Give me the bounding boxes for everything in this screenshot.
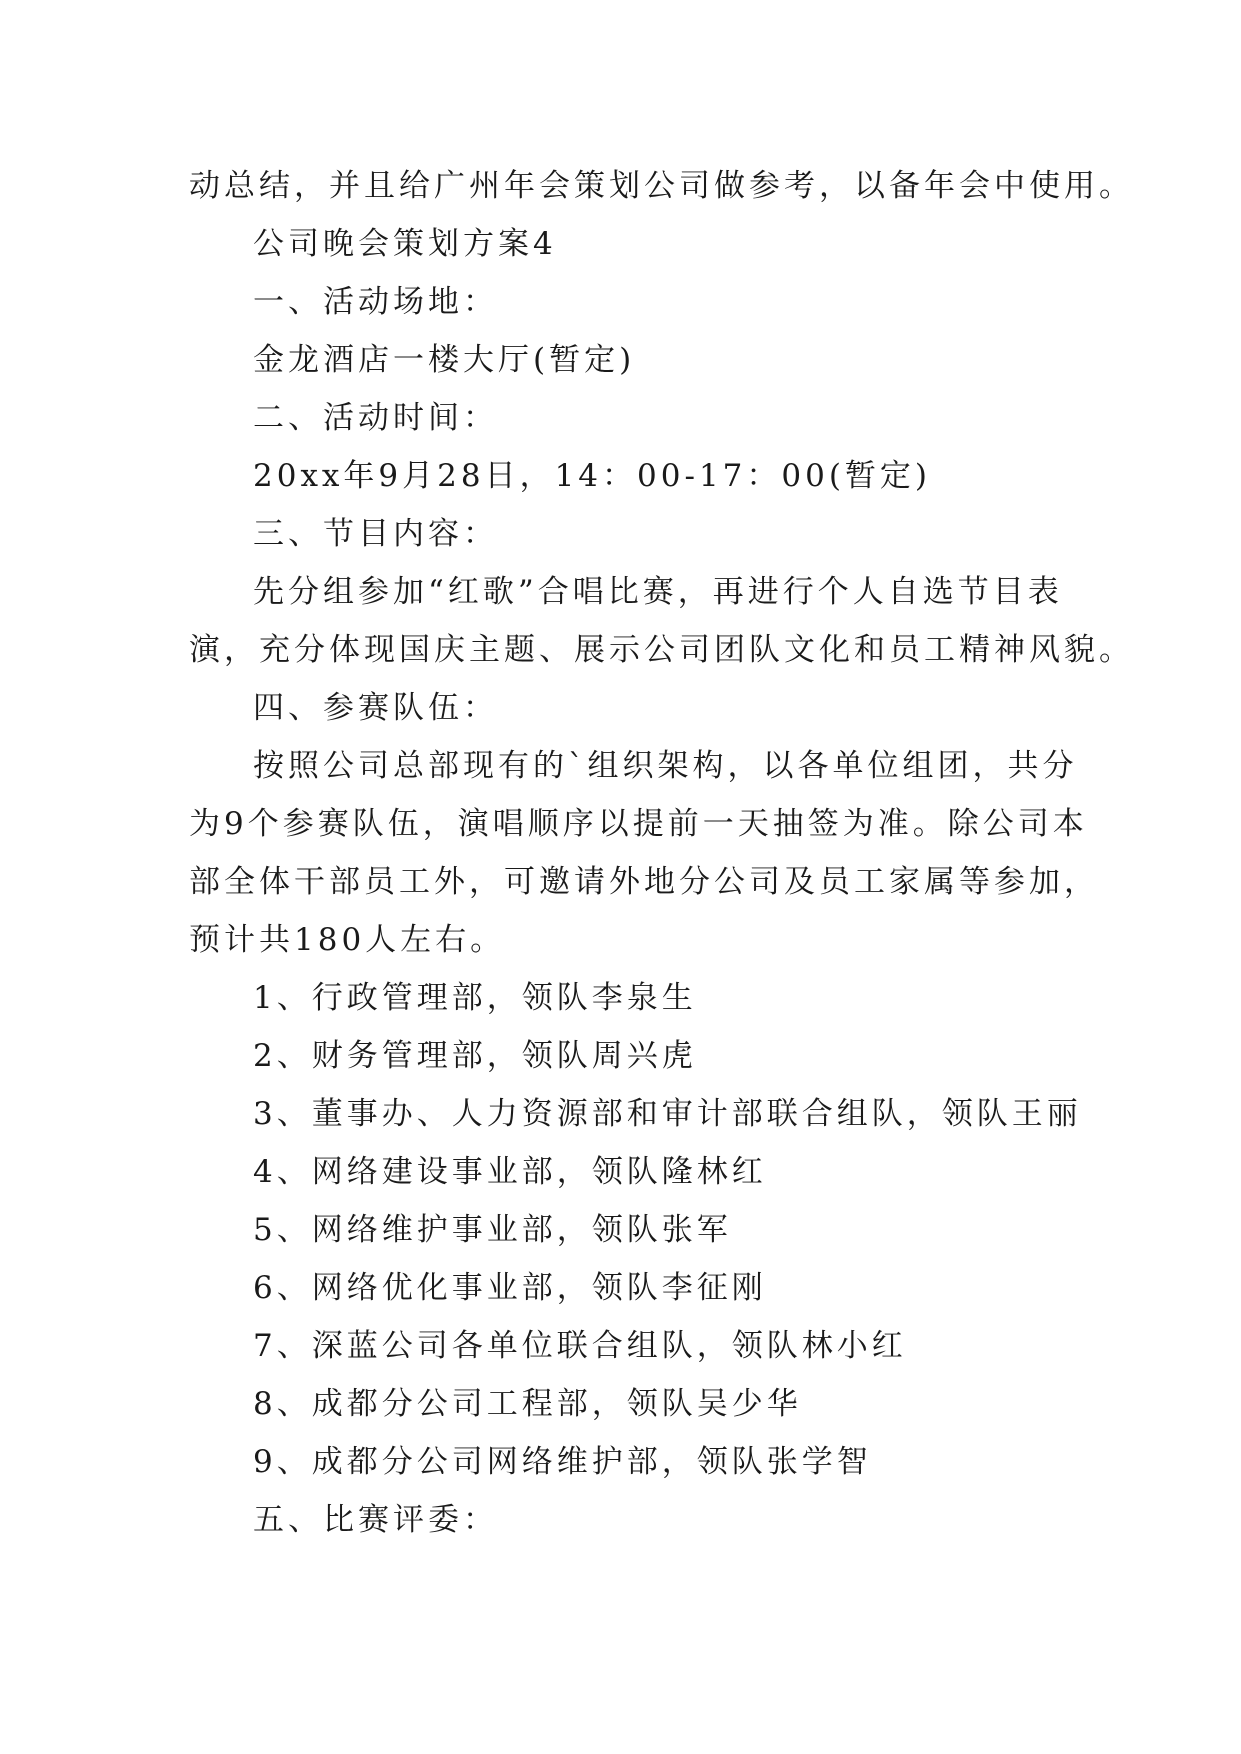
team-list-item: 3、董事办、人力资源部和审计部联合组队，领队王丽 <box>253 1096 1082 1132</box>
team-list-item: 1、行政管理部，领队李泉生 <box>253 980 697 1016</box>
team-list-item: 4、网络建设事业部，领队隆林红 <box>253 1154 767 1190</box>
heading-teams: 四、参赛队伍： <box>253 690 498 726</box>
teams-text-line-1: 按照公司总部现有的`组织架构，以各单位组团，共分 <box>253 748 1078 784</box>
program-text-line-1: 先分组参加“红歌”合唱比赛，再进行个人自选节目表 <box>253 574 1063 610</box>
heading-venue: 一、活动场地： <box>253 284 498 320</box>
team-list-item: 5、网络维护事业部，领队张军 <box>253 1212 732 1248</box>
teams-text-line-3: 部全体干部员工外，可邀请外地分公司及员工家属等参加， <box>189 864 1099 900</box>
heading-judges: 五、比赛评委： <box>253 1502 498 1538</box>
team-list-item: 7、深蓝公司各单位联合组队，领队林小红 <box>253 1328 907 1364</box>
heading-program: 三、节目内容： <box>253 516 498 552</box>
team-list-item: 8、成都分公司工程部，领队吴少华 <box>253 1386 802 1422</box>
paragraph-line: 动总结，并且给广州年会策划公司做参考，以备年会中使用。 <box>189 168 1134 204</box>
time-text: 20xx年9月28日，14：00-17：00(暂定) <box>253 458 932 494</box>
teams-text-line-2: 为9个参赛队伍，演唱顺序以提前一天抽签为准。除公司本 <box>189 806 1088 842</box>
teams-text-line-4: 预计共180人左右。 <box>189 922 506 958</box>
team-list-item: 6、网络优化事业部，领队李征刚 <box>253 1270 767 1306</box>
venue-text: 金龙酒店一楼大厅(暂定) <box>253 342 636 378</box>
program-text-line-2: 演，充分体现国庆主题、展示公司团队文化和员工精神风貌。 <box>189 632 1134 668</box>
team-list-item: 9、成都分公司网络维护部，领队张学智 <box>253 1444 872 1480</box>
team-list-item: 2、财务管理部，领队周兴虎 <box>253 1038 697 1074</box>
heading-time: 二、活动时间： <box>253 400 498 436</box>
section-title: 公司晚会策划方案4 <box>253 226 557 262</box>
